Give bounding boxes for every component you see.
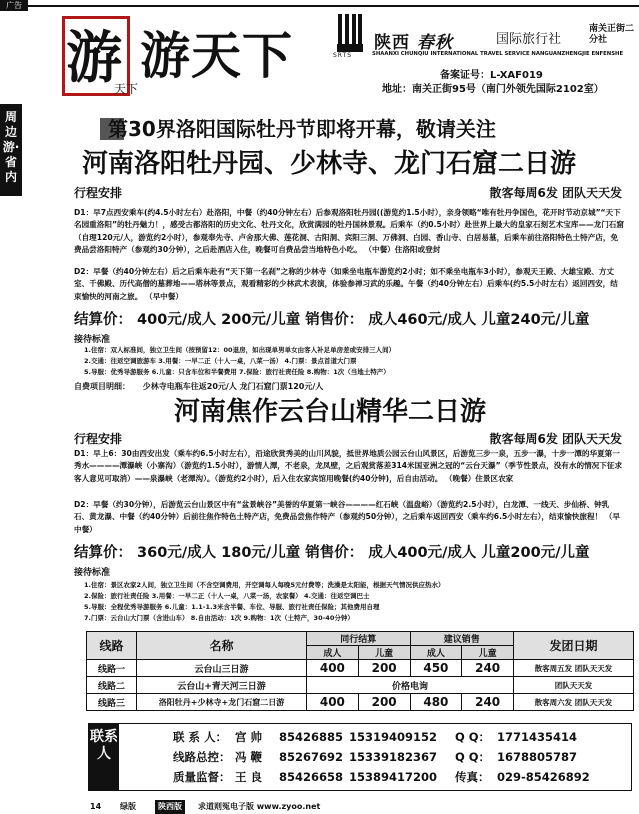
route2-departure: 散客每周6发 团队天天发	[489, 432, 622, 446]
contact-mobile: 15319409152	[349, 730, 438, 744]
route2-schedule-header	[74, 430, 622, 446]
route1-standard-item: 1.住宿：双人标准间，独立卫生间（按预留12：00退房，如出现单男单女由客人补足单房差或安排三人间）	[84, 346, 396, 354]
contact-extra-label: 传真：	[455, 770, 490, 784]
table-row	[87, 694, 634, 711]
route1-title: 河南洛阳牡丹园、少林寺、龙门石窟二日游	[82, 149, 577, 179]
row-dates: 团队天天发	[514, 677, 634, 694]
contact-label: 联系人	[89, 724, 119, 790]
route1-standard-label: 接待标准	[74, 335, 111, 345]
route2-standard-label: 接待标准	[74, 568, 111, 578]
row-retail-adult: 450	[410, 660, 462, 677]
col-retail: 建议销售	[410, 632, 514, 646]
page-footer	[0, 800, 639, 814]
col-settle-adult: 成人	[307, 646, 359, 660]
branch-name: 南关正街二分社	[589, 24, 635, 45]
route1-schedule-header	[74, 184, 622, 200]
row-name: 云台山+青天河三日游	[137, 677, 307, 694]
row-route: 线路三	[87, 694, 137, 711]
col-name: 名称	[137, 632, 307, 660]
route2-schedule-label: 行程安排	[74, 432, 123, 446]
route1-standard-list	[84, 345, 624, 378]
logo-subtext: SRTS	[333, 52, 353, 59]
route1-standard-item: 2.交通：往返空调旅游车 3.用餐：一早二正（十人一桌，八菜一汤） 4.门票：景点首道大门票	[84, 357, 357, 365]
footer-site: 求道则冤电子版 www.zyoo.net	[198, 802, 321, 811]
contact-extra-label: Q Q：	[455, 730, 491, 744]
route-price-table	[86, 631, 634, 711]
contact-phone: 85267692	[279, 750, 344, 764]
col-route: 线路	[87, 632, 137, 660]
table-row	[87, 660, 634, 677]
contact-mobile: 15389417200	[349, 770, 438, 784]
row-settle-child: 200	[358, 660, 410, 677]
company-name-part3: 国际旅行社	[496, 32, 562, 47]
row-route: 线路二	[87, 677, 137, 694]
company-address: 地址：南关正街95号（南门外领先国际2102室）	[382, 84, 604, 95]
brand-small-text: 天下	[114, 82, 139, 96]
row-settle-adult: 400	[307, 694, 359, 711]
route2-standard-item: 2.保险：旅行社责任险 3.用餐：一早二正（十人一桌，八菜一汤，农家餐） 4.交通：往返空调巴士	[84, 592, 370, 600]
main-headline: 第30界洛阳国际牡丹节即将开幕，敬请关注	[108, 117, 496, 141]
row-retail-adult: 480	[410, 694, 462, 711]
route1-self-pay	[74, 381, 323, 392]
contact-name: 冯 鞭	[235, 750, 263, 764]
route1-day2: D2：早餐（约40分钟左右）后之后乘车赴有“天下第一名刹”之称的少林寺（如乘坐电瓶车游览约2小时；如不乘坐电瓶车3小时），参观天王殿、大雄宝殿、方丈室、千佛殿、历代高僧的墓葬地——塔林等景点，观看精彩的少林武术表演，体验参禅习武的乐趣。午餐（约40分钟左右）后乘车(约5.5小时左右）返回西安，结束愉快的河南之旅。 （早中餐）	[74, 267, 618, 301]
route1-price: 结算价： 400元/成人 200元/儿童 销售价： 成人460元/成人 儿童240元/儿童	[74, 312, 590, 328]
row-route: 线路一	[87, 660, 137, 677]
brand-char-you: 游	[66, 25, 122, 91]
contact-section	[88, 723, 632, 791]
top-rule	[28, 5, 639, 7]
company-name-en: SHAANXI CHUNQIU INTERNATIONAL TRAVEL SERVICE NANGUANZHENGJIE ENFENSHE	[372, 51, 624, 57]
contact-row	[173, 727, 623, 747]
col-retail-child: 儿童	[462, 646, 514, 660]
contact-name: 王 良	[235, 770, 263, 784]
contact-extra: 1678805787	[497, 750, 578, 764]
contact-phone: 85426658	[279, 770, 344, 784]
self-pay-label: 自费项目明细：	[74, 382, 130, 391]
route1-departure: 散客每周6发 团队天天发	[489, 186, 622, 200]
contact-extra: 029-85426892	[497, 770, 590, 784]
page-number: 14	[90, 802, 102, 811]
row-settle-adult: 400	[307, 660, 359, 677]
row-price-note: 价格电询	[307, 677, 514, 694]
contact-phone: 85426885	[279, 730, 344, 744]
row-retail-child: 240	[462, 660, 514, 677]
side-category-tab: 周边游·省内	[0, 104, 22, 196]
record-number: 备案证号：L-XAF019	[440, 70, 543, 81]
route2-day2: D2：早餐（约30分钟），后游览云台山景区中有“盆景峡谷”美誉的华夏第一峡谷————红石峡（温盘峪）（游览约2.5小时），白龙潭、一线天、步仙桥、钟乳石、黄龙瀑、中餐（约40分钟）后前往焦作特色土特产店，免费品尝焦作特产（参观约50分钟），之后乘车返回西安（乘车约6.5小时左右），结束愉快旅程！ （早中餐）	[74, 500, 620, 534]
col-settle-child: 儿童	[358, 646, 410, 660]
row-settle-child: 200	[358, 694, 410, 711]
ad-tag: 广告	[0, 0, 28, 11]
table-row	[87, 677, 634, 694]
route2-standard-item: 7.门票：云台山大门票（含进山车） 8.自由活动：1次 9.购物：1次（土特产，30-40分钟）	[84, 614, 354, 622]
company-name-part2: 春秋	[416, 33, 453, 53]
route1-schedule-label: 行程安排	[74, 186, 123, 200]
contact-extra-label: Q Q：	[455, 750, 491, 764]
brand-title: 游天下	[140, 26, 293, 85]
self-pay-items: 少林寺电瓶车往返20元/人 龙门石窟门票120元/人	[142, 382, 324, 391]
contact-row	[173, 767, 623, 787]
contact-name: 宫 帅	[235, 730, 263, 744]
contact-role: 线路总控：	[173, 750, 231, 764]
route2-standard-item: 1.住宿：景区农家2人间，独立卫生间（不含空调费用，开空调每人每晚5元付费等；洗澡是太阳能，根据天气情况供应热水）	[84, 581, 445, 589]
publisher-badge: 陕西版	[155, 800, 185, 814]
company-name-cn	[374, 28, 453, 53]
row-name: 洛阳牡丹+少林寺+龙门石窟二日游	[137, 694, 307, 711]
route2-standard-list	[84, 580, 624, 624]
route2-day1: D1：早上6：30由西安出发（乘车约6.5小时左右），沿途欣赏秀美的山川风貌，抵世界地质公园云台山风景区，后游览三步一泉，五步一瀑，十步一潭的华夏第一秀水————潭瀑峡（小寨沟）（游览约1.5小时），游情人潭，不老泉，龙凤壁，之后观赏落差314米国亚洲之冠的“云台天瀑”（季节性景点，没有水的情况下征求客人意见可取消）——泉瀑峡（老潭沟）。（游览约2小时），后入住农家宾馆用晚餐(约40分钟)，后自由活动。 （晚餐）住景区农家	[74, 449, 623, 483]
contact-role: 质量监督：	[173, 770, 231, 784]
row-name: 云台山三日游	[137, 660, 307, 677]
contact-extra: 1771435414	[497, 730, 578, 744]
col-settle: 同行结算	[307, 632, 411, 646]
contact-row	[173, 747, 623, 767]
col-retail-adult: 成人	[410, 646, 462, 660]
contact-mobile: 15339182367	[349, 750, 438, 764]
row-dates: 散客周五发 团队天天发	[514, 660, 634, 677]
row-dates: 散客周六发 团队天天发	[514, 694, 634, 711]
route2-title: 河南焦作云台山精华二日游	[174, 397, 487, 427]
col-dates: 发团日期	[514, 632, 634, 660]
route1-day1: D1：早7点西安乘车(约4.5小时左右）赴洛阳，中餐（约40分钟左右）后参观洛阳牡丹园((游览约1.5小时），亲身领略“唯有牡丹争国色，花开时节动京城”“天下名园重洛阳”的牡丹魅力！，感受古都洛阳的历史文化、牡丹文化，欣赏满园的牡丹国林景观。后乘车（约0.5小时）赴世界上最大的皇家石刻艺术宝库——龙门石窟（自理120元/人，游览约2小时），参观奉先寺、卢舍那大佛、莲花洞、古阳洞、宾阳三洞、万佛洞、白园、香山寺、白居易墓，后乘车前往洛阳特色土特产店，免费品尝洛阳特产（参观约30分钟），之后赴酒店入住，晚餐可自费品尝当地特色小吃。 （中餐）住洛阳或登封	[74, 208, 624, 254]
section-name: 绿版	[120, 802, 136, 811]
row-retail-child: 240	[462, 694, 514, 711]
contact-role: 联 系 人：	[173, 730, 228, 744]
route2-standard-item: 5.导服：全程优秀导游服务 6.儿童：1.1-1.3米含半餐、车位、导服、旅行社责任保险；其他费用自理	[84, 603, 380, 611]
route2-price: 结算价： 360元/成人 180元/儿童 销售价： 成人400元/成人 儿童200元/儿童	[74, 545, 590, 561]
company-name-part1: 陕西	[374, 33, 410, 53]
route1-standard-item: 5.导服：优秀导游服务 6.儿童：只含车位和半餐费用 7.保险：旅行社责任险 8.购物：1次（当地土特产）	[84, 368, 390, 376]
